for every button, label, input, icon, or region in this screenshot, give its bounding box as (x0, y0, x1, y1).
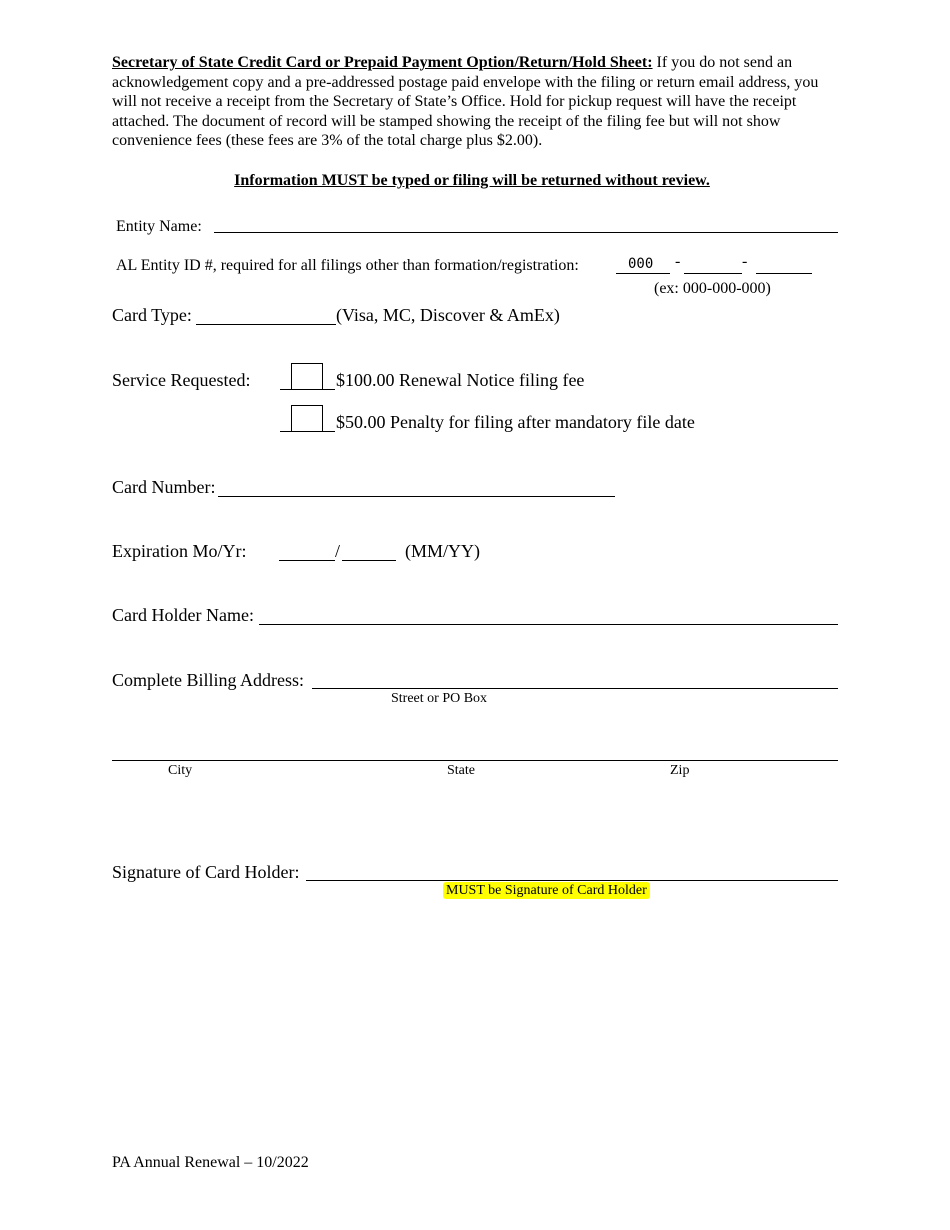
street-input[interactable] (312, 670, 838, 688)
zip-caption: Zip (670, 763, 690, 778)
entity-id-label: AL Entity ID #, required for all filings other than formation/registration: (116, 257, 579, 274)
renewal-fee-label: $100.00 Renewal Notice filing fee (336, 370, 585, 390)
entity-id-part1-line (616, 273, 670, 274)
card-type-input[interactable] (196, 305, 336, 324)
signature-note (443, 883, 650, 899)
street-caption: Street or PO Box (391, 691, 488, 706)
billing-address-label: Complete Billing Address: (112, 670, 304, 690)
card-type-label: Card Type: (112, 305, 192, 325)
card-holder-name-label: Card Holder Name: (112, 605, 254, 625)
city-state-zip-input[interactable] (112, 741, 838, 760)
expiration-format: (MM/YY) (405, 541, 480, 561)
intro-body: If you do not send an acknowledgement copy and a pre-addressed postage paid envelope with the filing or return email address, you will not receive a receipt from the Secretary of State’s Office. Hold for pickup request will have the receipt attached. The document of record will be stamped showing the receipt of the filing fee but will not show convenience fees (these fees are 3% of the total charge plus $2.00). (112, 54, 819, 149)
expiration-year-input[interactable] (342, 541, 396, 560)
entity-id-part2-line (684, 273, 742, 274)
card-number-line (218, 496, 615, 497)
intro-heading: Secretary of State Credit Card or Prepaid Payment Option/Return/Hold Sheet: (112, 54, 653, 71)
entity-id-separator-1: - (675, 253, 681, 270)
footer: PA Annual Renewal – 10/2022 (112, 1154, 309, 1171)
card-number-label: Card Number: (112, 477, 216, 497)
signature-input[interactable] (306, 862, 838, 880)
penalty-fee-checkbox[interactable] (291, 405, 323, 432)
expiration-month-input[interactable] (279, 541, 335, 560)
street-line (312, 688, 838, 689)
entity-id-part3-input[interactable] (756, 256, 812, 273)
card-holder-name-input[interactable] (259, 605, 838, 624)
entity-id-example: (ex: 000-000-000) (654, 280, 771, 297)
signature-note-text: MUST be Signature of Card Holder (443, 882, 650, 899)
entity-id-part2-input[interactable] (684, 256, 742, 273)
city-caption: City (168, 763, 193, 778)
state-caption: State (447, 763, 475, 778)
renewal-fee-checkbox[interactable] (291, 363, 323, 390)
entity-id-separator-2: - (742, 253, 748, 270)
entity-name-line (214, 232, 838, 233)
entity-id-part3-line (756, 273, 812, 274)
expiration-year-line (342, 560, 396, 561)
intro-paragraph (112, 53, 832, 151)
service-requested-label: Service Requested: (112, 370, 251, 390)
entity-name-input[interactable] (214, 214, 838, 232)
typed-notice: Information MUST be typed or filing will be returned without review. (234, 172, 710, 189)
entity-name-label: Entity Name: (116, 218, 202, 235)
penalty-fee-label: $50.00 Penalty for filing after mandatory file date (336, 412, 695, 432)
expiration-separator: / (335, 541, 341, 561)
expiration-label: Expiration Mo/Yr: (112, 541, 247, 561)
expiration-month-line (279, 560, 335, 561)
signature-line (306, 880, 838, 881)
card-type-line (196, 324, 336, 325)
card-holder-name-line (259, 624, 838, 625)
entity-id-part1[interactable]: 000 (628, 256, 654, 272)
card-type-hint: (Visa, MC, Discover & AmEx) (336, 305, 560, 325)
signature-label: Signature of Card Holder: (112, 862, 300, 882)
card-number-input[interactable] (218, 477, 615, 496)
city-state-zip-line (112, 760, 838, 761)
